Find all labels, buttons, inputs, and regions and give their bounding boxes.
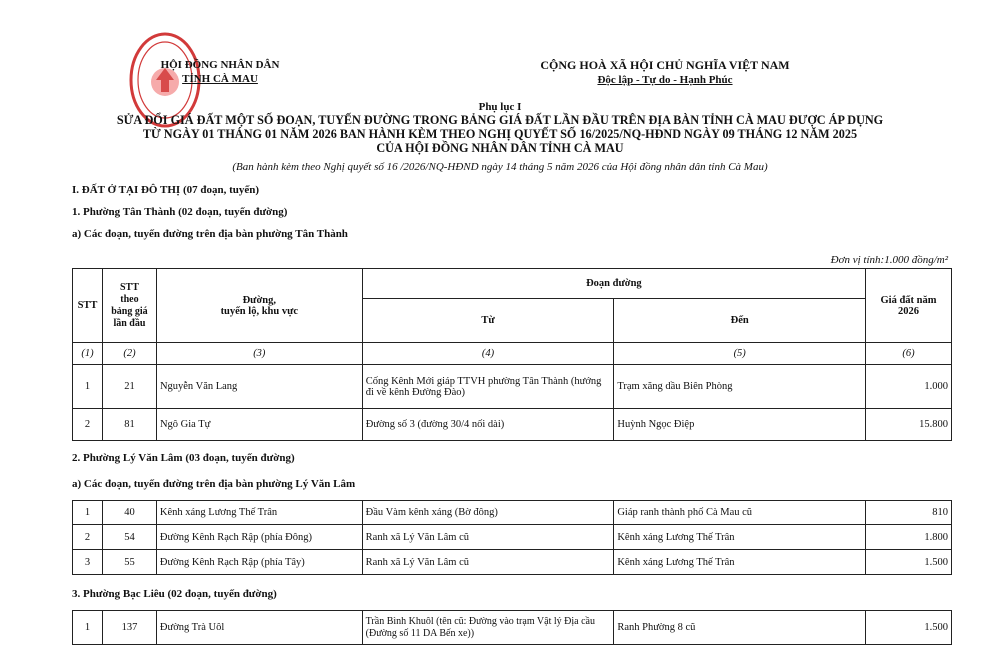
issuer-block xyxy=(120,58,320,86)
unit-note: Đơn vị tính:1.000 đồng/m² xyxy=(830,254,948,266)
national-title: CỘNG HOÀ XÃ HỘI CHỦ NGHĨA VIỆT NAM xyxy=(540,58,790,72)
price-table-ly-van-lam xyxy=(72,500,952,575)
cell-to: Trạm xăng dầu Biên Phòng xyxy=(614,365,866,409)
price-table-tan-thanh xyxy=(72,268,952,441)
subsection-heading: 2. Phường Lý Văn Lâm (03 đoạn, tuyến đường) xyxy=(72,452,295,464)
cell-from: Ranh xã Lý Văn Lâm cũ xyxy=(362,550,614,575)
col-to: Đến xyxy=(614,299,866,343)
table-row xyxy=(73,501,952,525)
subsection-heading: a) Các đoạn, tuyến đường trên địa bàn phường Tân Thành xyxy=(72,228,348,240)
cell-road: Đường Kênh Rạch Rập (phía Tây) xyxy=(156,550,362,575)
table-row xyxy=(73,409,952,441)
issuer-line2: TỈNH CÀ MAU xyxy=(182,73,258,85)
idx-cell: (2) xyxy=(102,343,156,365)
cell-price: 1.500 xyxy=(866,611,952,645)
cell-from: Đầu Vàm kênh xáng (Bờ đông) xyxy=(362,501,614,525)
cell-base: 81 xyxy=(102,409,156,441)
col-from: Từ xyxy=(362,299,614,343)
col-price: Giá đất năm 2026 xyxy=(866,269,952,343)
col-segment: Đoạn đường xyxy=(362,269,865,299)
col-road: Đường, tuyến lộ, khu vực xyxy=(156,269,362,343)
col-stt-base: STT theo bảng giá lần đầu xyxy=(102,269,156,343)
subsection-heading: a) Các đoạn, tuyến đường trên địa bàn phường Lý Văn Lâm xyxy=(72,478,356,490)
cell-base: 55 xyxy=(102,550,156,575)
issuer-line1: HỘI ĐỒNG NHÂN DÂN xyxy=(160,59,280,71)
idx-cell: (6) xyxy=(866,343,952,365)
idx-cell: (1) xyxy=(73,343,103,365)
subsection-heading: 3. Phường Bạc Liêu (02 đoạn, tuyến đường) xyxy=(72,588,277,600)
cell-base: 54 xyxy=(102,525,156,550)
cell-from: Ranh xã Lý Văn Lâm cũ xyxy=(362,525,614,550)
cell-road: Ngô Gia Tự xyxy=(156,409,362,441)
national-motto: Độc lập - Tự do - Hạnh Phúc xyxy=(597,74,733,86)
cell-base: 137 xyxy=(102,611,156,645)
title-line2: TỪ NGÀY 01 THÁNG 01 NĂM 2026 BAN HÀNH KÈM THEO NGHỊ QUYẾT SỐ 16/2025/NQ-HĐND NGÀY 09 THÁNG 12 NĂM 2025 xyxy=(142,127,858,141)
cell-stt: 2 xyxy=(73,525,103,550)
idx-cell: (4) xyxy=(362,343,614,365)
title-line3: CỦA HỘI ĐỒNG NHÂN DÂN TỈNH CÀ MAU xyxy=(376,141,624,155)
cell-price: 1.800 xyxy=(866,525,952,550)
table-row xyxy=(73,611,952,645)
cell-road: Đường Trà Uôl xyxy=(156,611,362,645)
cell-price: 1.000 xyxy=(866,365,952,409)
cell-from: Đường số 3 (đường 30/4 nối dài) xyxy=(362,409,614,441)
cell-price: 15.800 xyxy=(866,409,952,441)
cell-road: Nguyễn Văn Lang xyxy=(156,365,362,409)
table-row xyxy=(73,525,952,550)
price-table-bac-lieu xyxy=(72,610,952,645)
cell-road: Đường Kênh Rạch Rập (phía Đông) xyxy=(156,525,362,550)
cell-to: Ranh Phường 8 cũ xyxy=(614,611,866,645)
cell-from: Cống Kênh Mới giáp TTVH phường Tân Thành (hướng đi về kênh Đường Đào) xyxy=(362,365,614,409)
cell-stt: 1 xyxy=(73,365,103,409)
cell-stt: 1 xyxy=(73,501,103,525)
cell-price: 1.500 xyxy=(866,550,952,575)
cell-to: Kênh xáng Lương Thế Trân xyxy=(614,550,866,575)
section-heading: I. ĐẤT Ở TẠI ĐÔ THỊ (07 đoạn, tuyến) xyxy=(72,184,260,196)
cell-stt: 2 xyxy=(73,409,103,441)
title-line1: SỬA ĐỔI GIÁ ĐẤT MỘT SỐ ĐOẠN, TUYẾN ĐƯỜNG TRONG BẢNG GIÁ ĐẤT LẦN ĐẦU TRÊN ĐỊA BÀN TỈNH CÀ MAU ĐƯỢC ÁP DỤNG xyxy=(116,113,884,127)
appendix-label: Phụ lục I xyxy=(478,101,522,113)
subsection-heading: 1. Phường Tân Thành (02 đoạn, tuyến đường) xyxy=(72,206,288,218)
cell-to: Giáp ranh thành phố Cà Mau cũ xyxy=(614,501,866,525)
cell-road: Kênh xáng Lương Thế Trân xyxy=(156,501,362,525)
cell-base: 40 xyxy=(102,501,156,525)
cell-base: 21 xyxy=(102,365,156,409)
cell-to: Kênh xáng Lương Thế Trân xyxy=(614,525,866,550)
cell-to: Huỳnh Ngọc Điệp xyxy=(614,409,866,441)
idx-cell: (3) xyxy=(156,343,362,365)
idx-cell: (5) xyxy=(614,343,866,365)
cell-from: Trần Bình Khuôl (tên cũ: Đường vào trạm Vật lý Địa cầu (Đường số 11 DA Bến xe)) xyxy=(362,611,614,645)
table-row xyxy=(73,550,952,575)
cell-stt: 1 xyxy=(73,611,103,645)
national-header xyxy=(470,58,860,88)
col-stt: STT xyxy=(73,269,103,343)
cell-price: 810 xyxy=(866,501,952,525)
table-row xyxy=(73,365,952,409)
subtitle: (Ban hành kèm theo Nghị quyết số 16 /2026/NQ-HĐND ngày 14 tháng 5 năm 2026 của Hội đồng nhân dân tỉnh Cà Mau) xyxy=(232,161,768,173)
cell-stt: 3 xyxy=(73,550,103,575)
